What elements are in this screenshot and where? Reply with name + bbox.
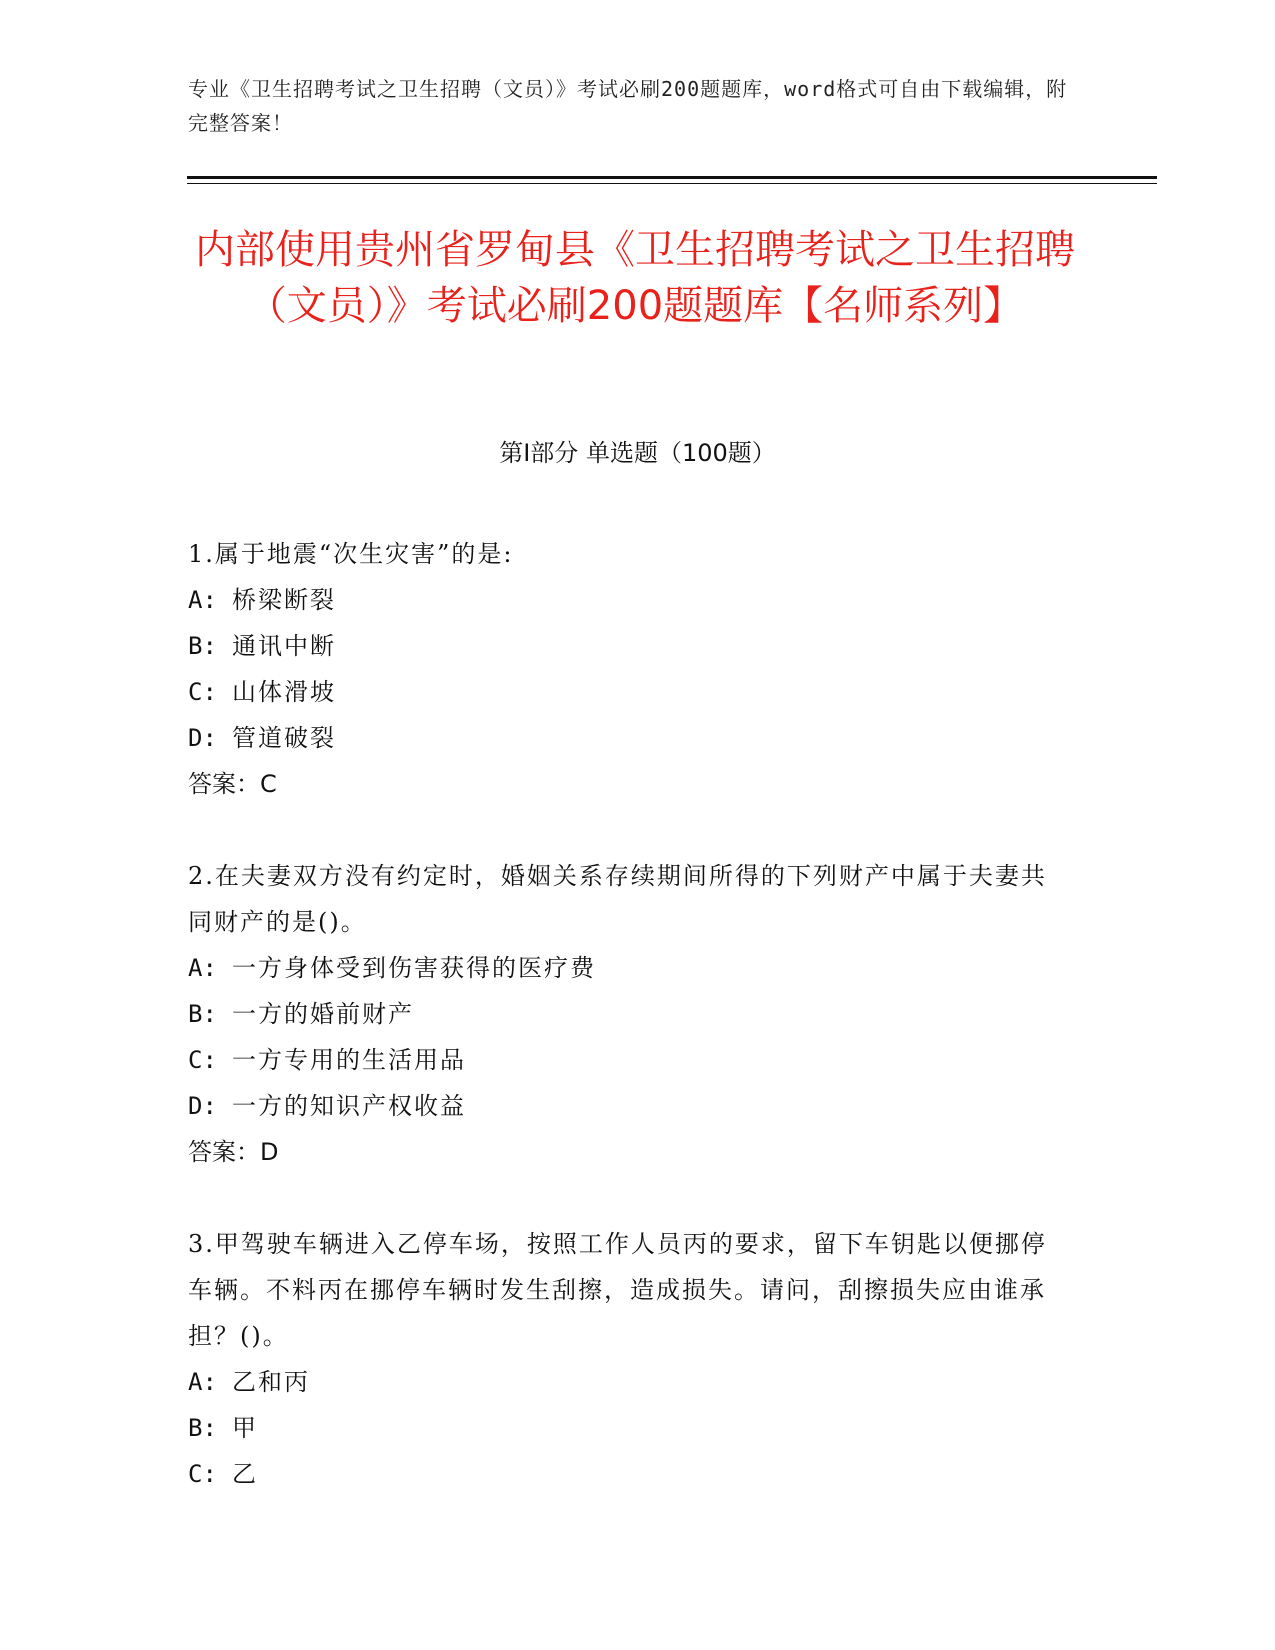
header-divider-thick — [187, 176, 1157, 179]
option-letter: A: — [188, 954, 217, 982]
option-text: 管道破裂 — [232, 724, 336, 752]
option-a — [188, 1359, 1068, 1405]
option-c — [188, 669, 1068, 715]
option-letter: D: — [188, 1092, 217, 1120]
option-c — [188, 1037, 1068, 1083]
option-text: 桥梁断裂 — [232, 586, 336, 614]
option-text: 乙和丙 — [232, 1368, 310, 1396]
option-letter: C: — [188, 1460, 217, 1488]
option-letter: A: — [188, 586, 217, 614]
option-text: 一方专用的生活用品 — [232, 1046, 466, 1074]
option-a — [188, 945, 1068, 991]
option-letter: D: — [188, 724, 217, 752]
option-text: 甲 — [232, 1414, 258, 1442]
option-letter: C: — [188, 1046, 217, 1074]
option-b — [188, 623, 1068, 669]
question-2 — [188, 853, 1068, 1175]
question-text: 2.在夫妻双方没有约定时，婚姻关系存续期间所得的下列财产中属于夫妻共同财产的是()。 — [188, 862, 1047, 936]
section-heading: 第I部分 单选题（100题） — [499, 439, 776, 467]
option-text: 通讯中断 — [232, 632, 336, 660]
option-letter: C: — [188, 678, 217, 706]
option-letter: A: — [188, 1368, 217, 1396]
option-text: 乙 — [232, 1460, 258, 1488]
option-a — [188, 577, 1068, 623]
header-divider-thin — [187, 183, 1157, 184]
question-text: 3.甲驾驶车辆进入乙停车场，按照工作人员丙的要求，留下车钥匙以便挪停车辆。不料丙在挪停车辆时发生刮擦，造成损失。请问，刮擦损失应由谁承担？()。 — [188, 1230, 1047, 1350]
header-note: 专业《卫生招聘考试之卫生招聘（文员）》考试必刷200题题库，word格式可自由下载编辑，附完整答案！ — [188, 77, 1068, 135]
option-letter: B: — [188, 1414, 217, 1442]
option-text: 一方的婚前财产 — [232, 1000, 414, 1028]
question-text: 1.属于地震“次生灾害”的是: — [188, 540, 514, 568]
option-b — [188, 991, 1068, 1037]
option-text: 一方的知识产权收益 — [232, 1092, 466, 1120]
option-text: 一方身体受到伤害获得的医疗费 — [232, 954, 596, 982]
option-letter: B: — [188, 632, 217, 660]
question-3 — [188, 1221, 1068, 1497]
question-1 — [188, 531, 1068, 807]
answer: 答案：D — [188, 1138, 279, 1166]
option-d — [188, 715, 1068, 761]
option-text: 山体滑坡 — [232, 678, 336, 706]
option-d — [188, 1083, 1068, 1129]
option-letter: B: — [188, 1000, 217, 1028]
answer: 答案：C — [188, 770, 277, 798]
option-c — [188, 1451, 1068, 1497]
question-list — [188, 531, 1068, 1543]
option-b — [188, 1405, 1068, 1451]
document-title: 内部使用贵州省罗甸县《卫生招聘考试之卫生招聘（文员）》考试必刷200题题库【名师系列】 — [195, 227, 1075, 329]
